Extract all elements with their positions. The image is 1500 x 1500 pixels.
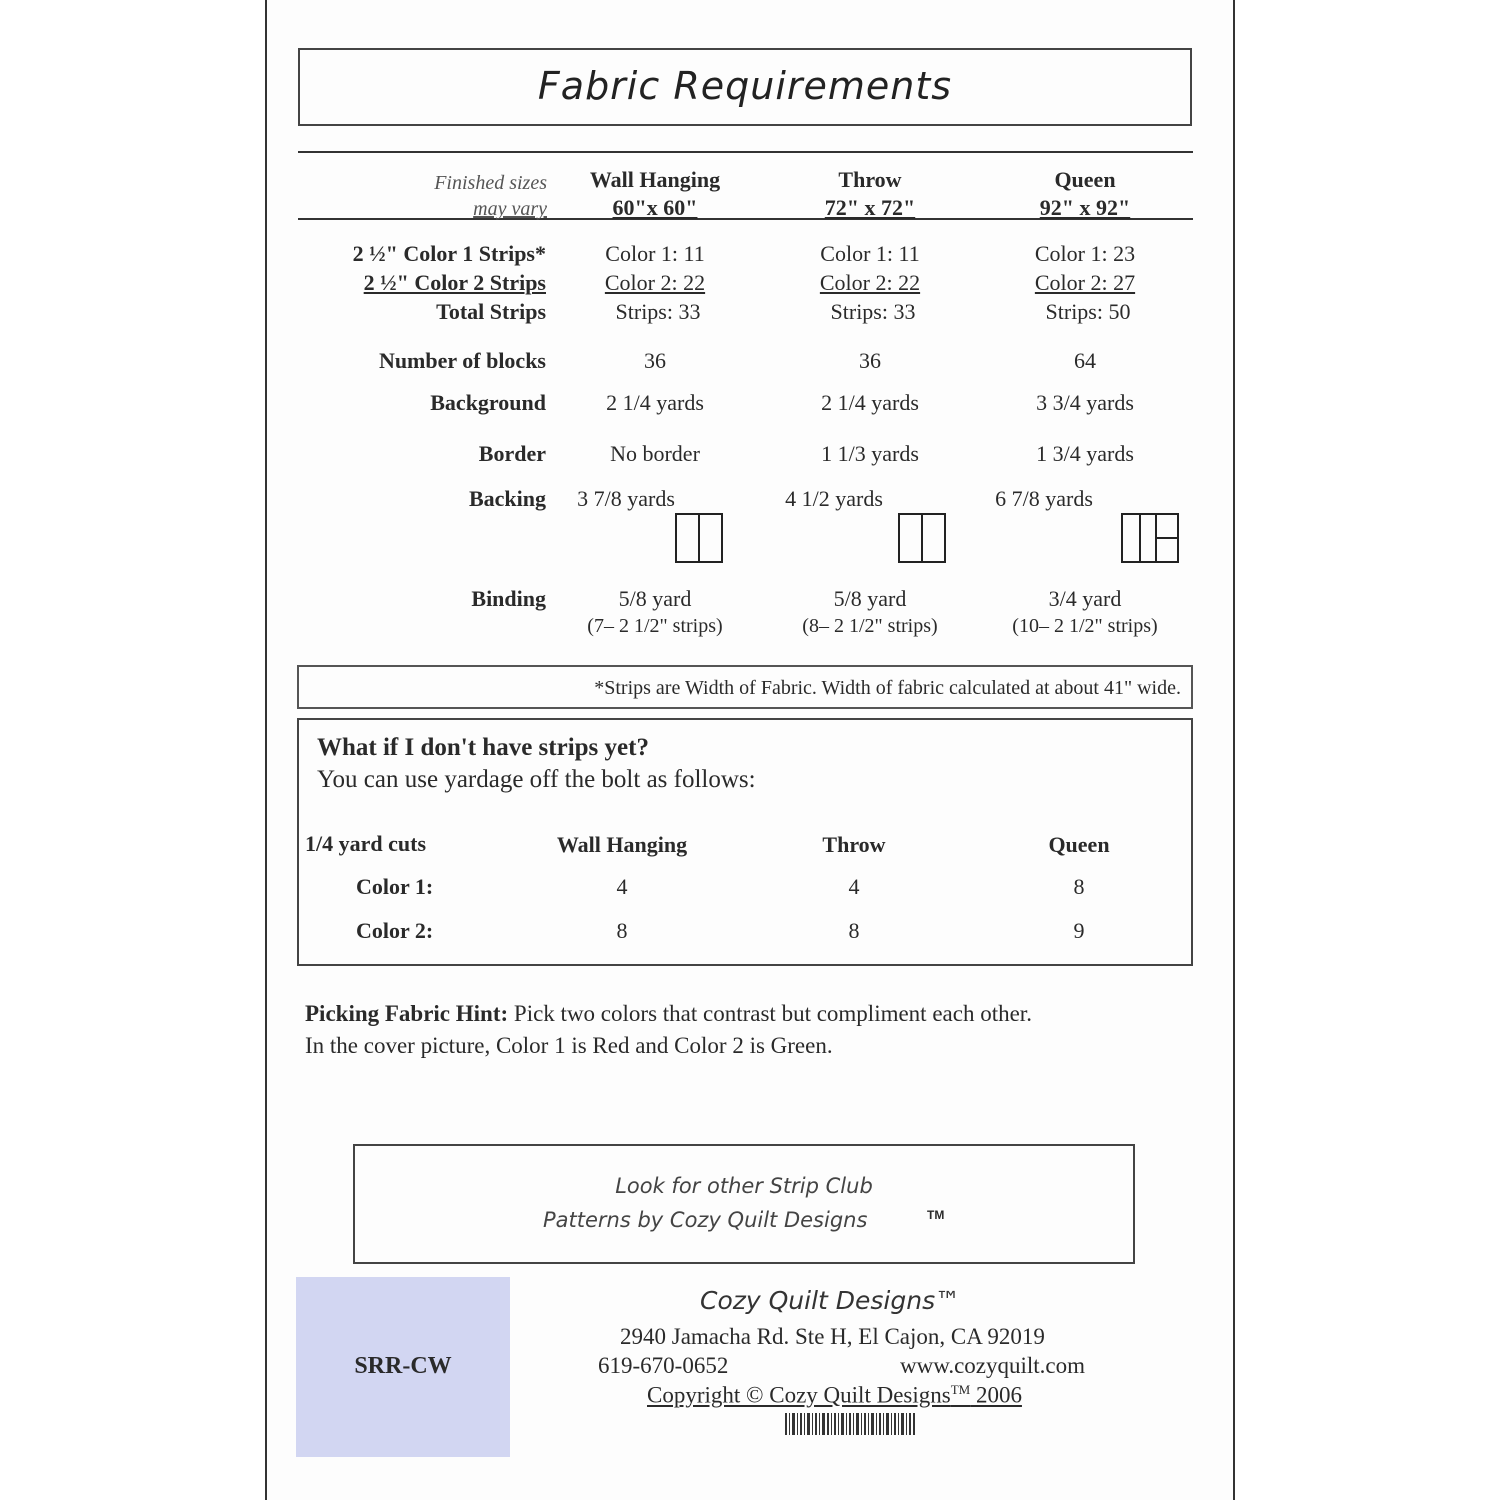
binding-strips-wall-hanging: (7– 2 1/2" strips): [587, 615, 723, 637]
brand-name: Cozy Quilt Designs™: [700, 1286, 961, 1315]
yardage-color2-throw: 8: [848, 918, 860, 943]
binding-queen: 3/4 yard: [1048, 586, 1122, 611]
row-label-background: Background: [430, 390, 546, 415]
border-wall-hanging: No border: [610, 441, 700, 466]
background-queen: 3 3/4 yards: [1036, 390, 1134, 415]
backing-queen: 6 7/8 yards: [995, 486, 1093, 511]
blocks-queen: 64: [1074, 348, 1096, 373]
sku-code: SRR-CW: [354, 1353, 452, 1379]
strips-wall-hanging: Strips: 33: [615, 299, 701, 324]
color1-wall-hanging: Color 1: 11: [605, 241, 705, 266]
header-top-rule: [298, 151, 1193, 153]
color2-wall-hanging: Color 2: 22: [604, 270, 706, 295]
backing-diagram-icon: [675, 513, 723, 563]
row-label-border: Border: [478, 441, 546, 466]
yardage-question: What if I don't have strips yet?: [317, 734, 649, 761]
background-throw: 2 1/4 yards: [821, 390, 919, 415]
border-queen: 1 3/4 yards: [1036, 441, 1134, 466]
yardage-color2-queen: 9: [1073, 918, 1085, 943]
yardage-answer: You can use yardage off the bolt as follows:: [317, 766, 756, 793]
fabric-hint-label: Picking Fabric Hint:: [305, 1001, 509, 1026]
col-dims-queen: 92" x 92": [1039, 195, 1131, 220]
quarter-yard-cuts-label: 1/4 yard cuts: [305, 831, 426, 856]
strips-queen: Strips: 50: [1045, 299, 1131, 324]
page-title: Fabric Requirements: [537, 64, 953, 108]
yardage-color1-label: Color 1:: [356, 874, 434, 899]
binding-wall-hanging: 5/8 yard: [618, 586, 692, 611]
may-vary-note: may vary: [473, 198, 547, 220]
binding-strips-queen: (10– 2 1/2" strips): [1012, 615, 1158, 637]
sku-box: [296, 1277, 510, 1457]
yardage-color2-wall-hanging: 8: [616, 918, 628, 943]
border-throw: 1 1/3 yards: [821, 441, 919, 466]
yardage-color1-queen: 8: [1073, 874, 1085, 899]
promo-line2: Patterns by Cozy Quilt Designs: [543, 1208, 868, 1232]
row-label-binding: Binding: [471, 586, 546, 611]
row-label-backing: Backing: [468, 486, 546, 511]
yardage-color1-throw: 4: [848, 874, 860, 899]
blocks-throw: 36: [859, 348, 881, 373]
binding-strips-throw: (8– 2 1/2" strips): [802, 615, 938, 637]
col-head-wall-hanging: Wall Hanging: [589, 167, 721, 192]
row-label-total-strips: Total Strips: [436, 299, 546, 324]
copyright: [647, 1382, 1022, 1409]
yardage-head-throw: Throw: [822, 832, 886, 857]
color2-throw: Color 2: 22: [819, 270, 921, 295]
footnote-box: [297, 665, 1193, 709]
title-box: [298, 48, 1192, 126]
col-head-queen: Queen: [1054, 167, 1116, 192]
color1-queen: Color 1: 23: [1034, 241, 1136, 266]
col-dims-wall-hanging: 60"x 60": [612, 195, 698, 220]
binding-throw: 5/8 yard: [833, 586, 907, 611]
blocks-wall-hanging: 36: [644, 348, 666, 373]
footnote-text: *Strips are Width of Fabric. Width of fabric calculated at about 41" wide.: [594, 677, 1181, 699]
color1-throw: Color 1: 11: [820, 241, 920, 266]
finished-sizes-note: Finished sizes: [434, 172, 547, 194]
color2-queen: Color 2: 27: [1034, 270, 1136, 295]
yardage-head-wall-hanging: Wall Hanging: [556, 832, 688, 857]
phone: 619-670-0652: [598, 1353, 729, 1378]
copyright-year: 2006: [970, 1382, 1022, 1408]
background-wall-hanging: 2 1/4 yards: [606, 390, 704, 415]
promo-box: [353, 1144, 1135, 1264]
backing-throw: 4 1/2 yards: [785, 486, 883, 511]
website: www.cozyquilt.com: [900, 1353, 1086, 1378]
backing-diagram-icon: [1121, 513, 1179, 563]
row-label-color1-strips: 2 ½" Color 1 Strips*: [352, 241, 546, 266]
col-head-throw: Throw: [838, 167, 902, 192]
address: 2940 Jamacha Rd. Ste H, El Cajon, CA 92019: [620, 1324, 1045, 1349]
promo-trademark: TM: [927, 1208, 945, 1222]
fabric-hint-text: Pick two colors that contrast but compliment each other.: [508, 1001, 1032, 1026]
backing-diagram-icon: [898, 513, 946, 563]
copyright-text: Copyright © Cozy Quilt Designs: [647, 1382, 951, 1408]
col-dims-throw: 72" x 72": [824, 195, 916, 220]
promo-line1: Look for other Strip Club: [615, 1174, 873, 1198]
yardage-color2-label: Color 2:: [356, 918, 434, 943]
yardage-color1-wall-hanging: 4: [616, 874, 628, 899]
fabric-hint-line2: In the cover picture, Color 1 is Red and Color 2 is Green.: [305, 1033, 833, 1058]
row-label-blocks: Number of blocks: [378, 348, 546, 373]
fabric-hint: [305, 998, 1205, 1062]
strips-throw: Strips: 33: [830, 299, 916, 324]
yardage-head-queen: Queen: [1048, 832, 1110, 857]
backing-wall-hanging: 3 7/8 yards: [577, 486, 675, 511]
row-label-color2-strips: 2 ½" Color 2 Strips: [363, 270, 546, 295]
barcode: [785, 1413, 915, 1435]
copyright-tm: TM: [950, 1382, 971, 1397]
